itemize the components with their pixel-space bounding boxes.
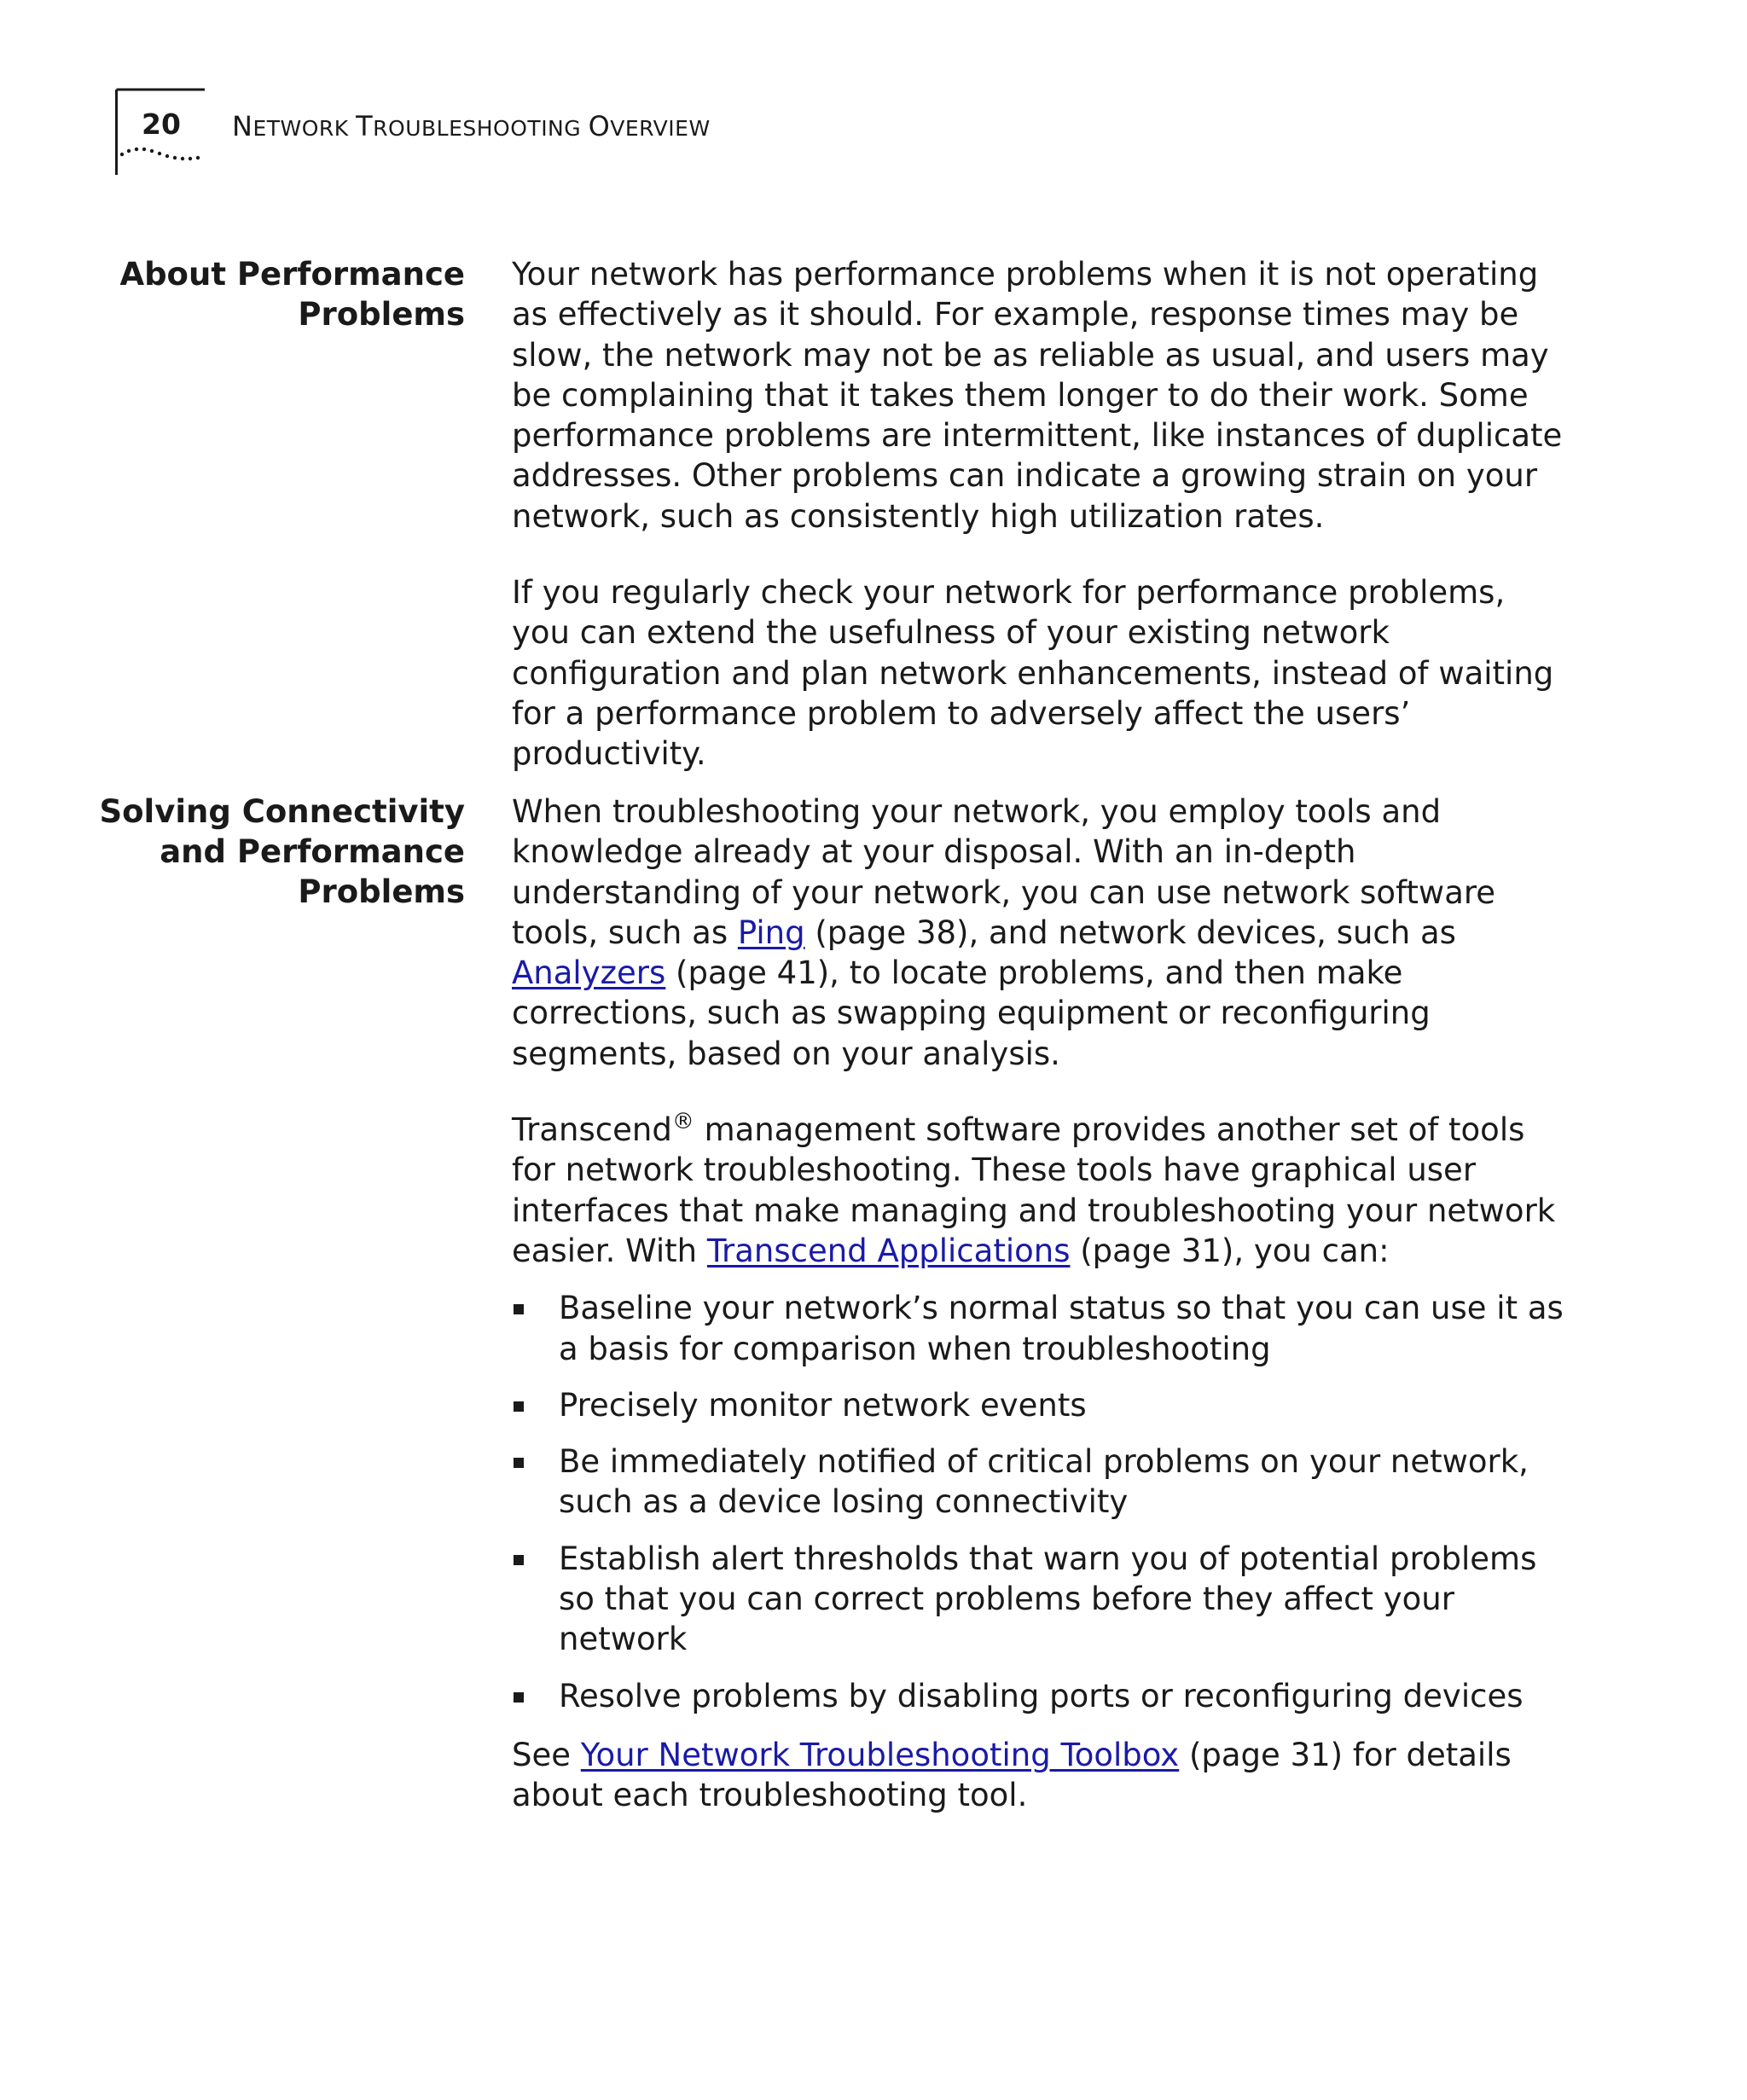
bullet-square-icon: [514, 1692, 524, 1703]
list-item: Be immediately notified of critical problems on your network, such as a device losing connectivity: [512, 1442, 1570, 1523]
transcend-applications-link[interactable]: Transcend Applications: [706, 1232, 1071, 1269]
list-item: Baseline your network’s normal status so that you can use it as a basis for comparison when troubleshooting: [512, 1288, 1570, 1369]
registered-mark: ®: [671, 1109, 694, 1135]
list-item: Establish alert thresholds that warn you of potential problems so that you can correct problems before they affect your network: [512, 1539, 1570, 1660]
paragraph: See Your Network Troubleshooting Toolbox (page 31) for details about each troubleshooting tool.: [512, 1736, 1512, 1814]
analyzers-link[interactable]: Analyzers: [512, 954, 666, 992]
section-heading: About Performance Problems: [119, 256, 465, 333]
bullet-square-icon: [514, 1401, 524, 1412]
section-heading: Solving Connectivity and Performance Problems: [99, 793, 465, 910]
ping-link[interactable]: Ping: [737, 914, 805, 951]
paragraph: Transcend® management software provides another set of tools for network troubleshooting. These tools have graphical user interfaces that make managing and troubleshooting your network easier. With Transcend Applications (page 31), you can:: [512, 1109, 1556, 1269]
page-number: 20: [142, 107, 181, 141]
toolbox-link[interactable]: Your Network Troubleshooting Toolbox: [580, 1736, 1180, 1773]
section-body: [512, 792, 1570, 1852]
paragraph: Your network has performance problems when it is not operating as effectively as it should. For example, response times may be slow, the network may not be as reliable as usual, and users may be complaining that it takes them longer to do their work. Some performance problems are intermittent, like instances of duplicate addresses. Other problems can indicate a growing strain on your network, such as consistently high utilization rates.: [512, 256, 1563, 535]
paragraph: When troubleshooting your network, you employ tools and knowledge already at your disposal. With an in-depth understanding of your network, you can use network software tools, such as Ping (page 38), and network devices, such as Analyzers (page 41), to locate problems, and then make corrections, such as swapping equipment or reconfiguring segments, based on your analysis.: [512, 793, 1496, 1072]
capabilities-list: [512, 1288, 1570, 1716]
list-item: Resolve problems by disabling ports or reconfiguring devices: [512, 1676, 1570, 1716]
list-item: Precisely monitor network events: [512, 1385, 1570, 1425]
bullet-square-icon: [514, 1555, 524, 1565]
running-title: NETWORK TROUBLESHOOTING OVERVIEW: [232, 110, 711, 142]
bullet-square-icon: [514, 1458, 524, 1468]
section-body: [512, 254, 1570, 810]
paragraph: If you regularly check your network for performance problems, you can extend the usefulness of your existing network configuration and plan network enhancements, instead of waiting for a performance problem to adversely affect the users’ productivity.: [512, 574, 1554, 773]
bullet-square-icon: [514, 1304, 524, 1314]
